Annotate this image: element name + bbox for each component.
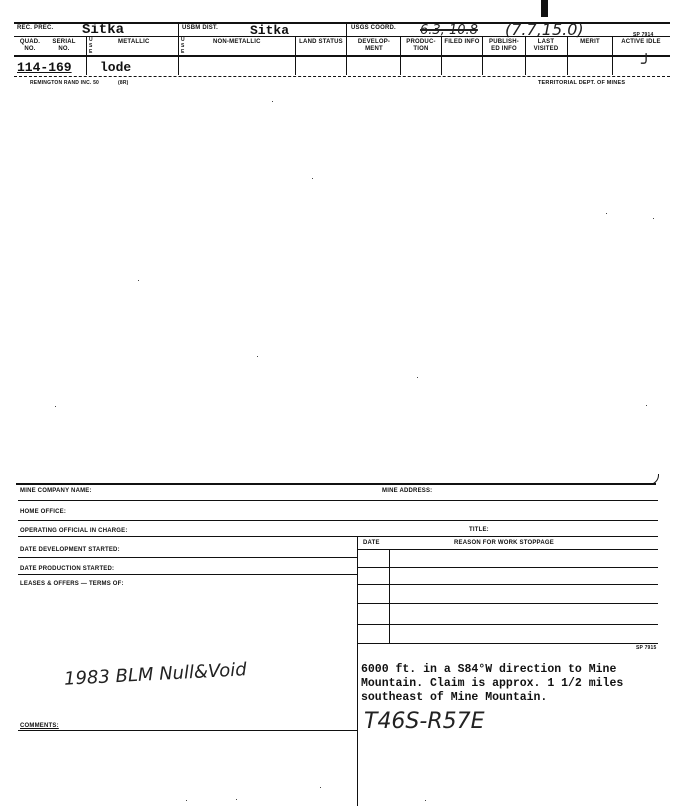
speck xyxy=(55,406,56,407)
date-label: DATE xyxy=(363,540,380,546)
col-metallic: METALLIC xyxy=(118,39,150,45)
location-note-line-2: Mountain. Claim is approx. 1 1/2 miles xyxy=(361,677,624,690)
col-last-visited: LAST VISITED xyxy=(533,39,559,52)
usbm-dist-label: USBM DIST. xyxy=(182,25,219,31)
col-use-1: U S E xyxy=(89,37,93,55)
header-bottom-rule xyxy=(14,55,670,57)
rec-prec-value: Sitka xyxy=(82,22,125,38)
stoppage-rule-4 xyxy=(357,624,658,625)
usgs-coord-struck: 6.3, 10.8 xyxy=(420,23,478,38)
row-rule-4 xyxy=(18,557,357,558)
lower-top-rule-curl xyxy=(640,474,659,485)
mine-address-label: MINE ADDRESS: xyxy=(382,488,433,494)
speck xyxy=(186,800,187,801)
date-production-label: DATE PRODUCTION STARTED: xyxy=(20,566,115,572)
speck xyxy=(417,377,418,378)
col-production: PRODUC- TION xyxy=(406,39,436,52)
location-note-line-3: southeast of Mine Mountain. xyxy=(361,691,548,704)
usgs-coord-handwritten: (7.7,15.0) xyxy=(505,20,584,39)
operating-official-label: OPERATING OFFICIAL IN CHARGE: xyxy=(20,528,128,534)
speck xyxy=(236,799,237,800)
stoppage-rule-1 xyxy=(357,567,658,568)
speck xyxy=(653,218,654,219)
col-published-info: PUBLISH- ED INFO xyxy=(489,39,519,52)
form-code-2: SP 7915 xyxy=(636,645,657,651)
usbm-dist-value: Sitka xyxy=(250,23,290,38)
comments-label: COMMENTS: xyxy=(20,723,59,729)
col-active-idle: ACTIVE IDLE xyxy=(621,39,661,45)
stoppage-rule-2 xyxy=(357,584,658,585)
header-divider-1 xyxy=(178,22,179,75)
speck xyxy=(646,405,647,406)
department-imprint: TERRITORIAL DEPT. OF MINES xyxy=(538,80,626,86)
title-label: TITLE: xyxy=(469,527,489,533)
speck xyxy=(606,213,607,214)
row-rule-1 xyxy=(18,500,658,501)
handwritten-blm-note: 1983 BLM Null&Void xyxy=(63,659,248,690)
form-code: SP 7914 xyxy=(633,32,654,38)
stoppage-divider xyxy=(357,536,358,806)
col-quad-no: QUAD. NO. xyxy=(19,39,41,52)
speck xyxy=(312,178,313,179)
record-quad-serial: 114-169 xyxy=(17,60,72,75)
header-mid-rule xyxy=(14,36,670,37)
row-rule-5 xyxy=(18,574,357,575)
speck xyxy=(257,356,258,357)
lower-top-rule xyxy=(16,483,656,485)
stoppage-rule-5 xyxy=(357,643,658,644)
printer-code: (8R) xyxy=(118,80,129,86)
usgs-coord-label: USGS COORD. xyxy=(351,25,396,31)
stoppage-rule-3 xyxy=(357,603,658,604)
stoppage-header-rule xyxy=(357,549,658,550)
rec-prec-label: REC. PREC. xyxy=(17,25,54,31)
col-non-metallic: NON-METALLIC xyxy=(213,39,261,45)
speck xyxy=(272,101,273,102)
stoppage-date-col xyxy=(389,549,390,644)
active-idle-mark: ╯ xyxy=(641,54,652,74)
row-rule-3 xyxy=(18,536,658,537)
handwritten-township-range: T46S-R57E xyxy=(364,709,485,734)
col-serial-no: SERIAL NO. xyxy=(52,39,76,52)
col-land-status: LAND STATUS xyxy=(299,39,343,45)
speck xyxy=(320,787,321,788)
location-note-line-1: 6000 ft. in a S84°W direction to Mine xyxy=(361,663,617,676)
mine-company-name-label: MINE COMPANY NAME: xyxy=(20,488,92,494)
printer-imprint: REMINGTON RAND INC. 50 xyxy=(30,80,100,86)
record-bottom-rule xyxy=(14,76,670,77)
ink-mark xyxy=(541,0,548,17)
home-office-label: HOME OFFICE: xyxy=(20,509,67,515)
speck xyxy=(138,280,139,281)
speck xyxy=(425,800,426,801)
col-development: DEVELOP- MENT xyxy=(357,39,391,52)
header-divider-2 xyxy=(346,22,347,75)
reason-for-stoppage-label: REASON FOR WORK STOPPAGE xyxy=(454,540,554,546)
leases-offers-label: LEASES & OFFERS — TERMS OF: xyxy=(20,581,124,587)
comments-rule xyxy=(18,730,357,731)
row-rule-2 xyxy=(18,520,658,521)
col-merit: MERIT xyxy=(580,39,600,45)
col-use-2: U S E xyxy=(181,37,185,55)
date-development-label: DATE DEVELOPMENT STARTED: xyxy=(20,547,120,553)
col-filed-info: FILED INFO xyxy=(444,39,480,45)
record-metallic: lode xyxy=(100,60,132,75)
